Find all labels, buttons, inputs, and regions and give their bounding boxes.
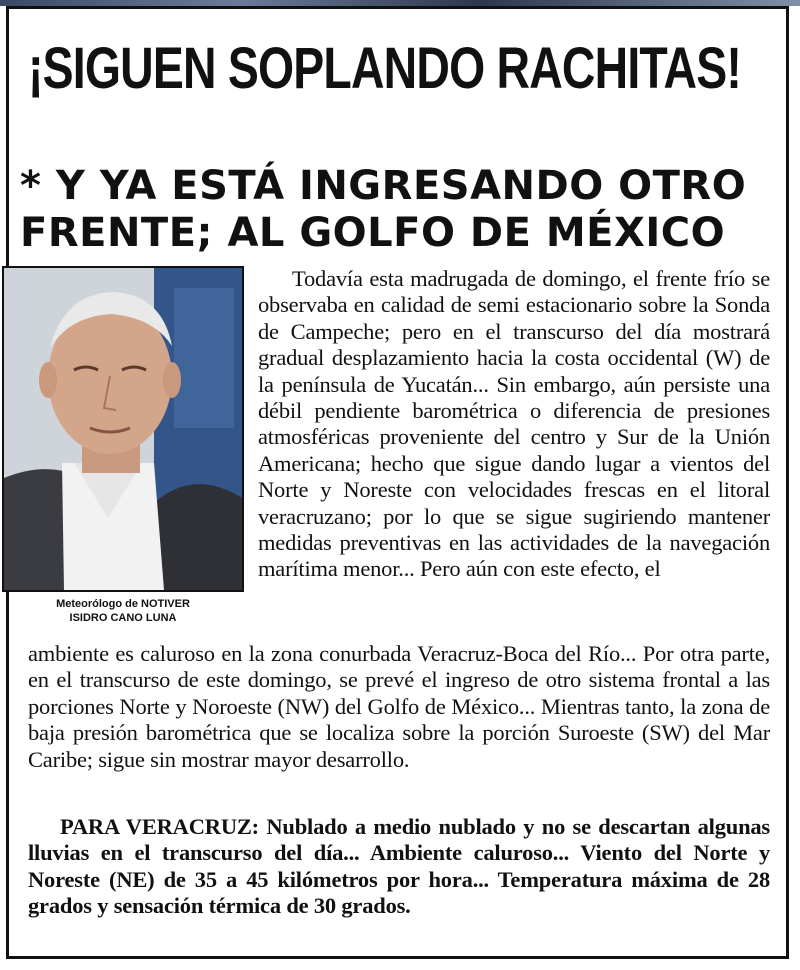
author-photo: [2, 266, 244, 592]
body-column-text: Todavía esta madrugada de domingo, el frente frío se observaba en calidad de semi estacionario sobre la Sonda de Campeche; pero en el transcurso del día mostrará gradual desplazamiento hacia la costa occidental (W) de la península de Yucatán... Sin embargo, aún persiste una débil pendiente barométrica o diferencia de presiones atmosféricas proveniente del centro y Sur de la Unión Americana; hecho que sigue dando lugar a vientos del Norte y Noreste con velocidades frescas en el litoral veracruzano; por lo que se sigue sugiriendo mantener medidas preventivas en las actividades de la navegación marítima menor... Pero aún con este efecto, el: [258, 266, 770, 582]
forecast-text: PARA VERACRUZ: Nublado a medio nublado y no se descartan algunas lluvias en el transcurso del día... Ambiente caluroso... Viento del Norte y Noreste (NE) de 35 a 45 kilómetros por hora... Temperatura máxima de 28 grados y sensación térmica de 30 grados.: [28, 814, 770, 919]
caption-line1: Meteorólogo de NOTIVER: [56, 598, 190, 610]
forecast-paragraph: [28, 814, 770, 920]
caption-line2: ISIDRO CANO LUNA: [69, 612, 177, 624]
body-wide-text: ambiente es caluroso en la zona conurbada Veracruz-Boca del Río... Por otra parte, en el transcurso de este domingo, se prevé el ingreso de otro sistema frontal a las porciones Norte y Noroeste (NW) del Golfo de México... Mientras tanto, la zona de baja presión barométrica que se localiza sobre la porción Suroeste (SW) del Mar Caribe; sigue sin mostrar mayor desarrollo.: [28, 641, 770, 772]
headline: ¡SIGUEN SOPLANDO RACHITAS!: [28, 36, 742, 101]
photo-caption: [4, 597, 242, 625]
portrait-illustration: [4, 268, 242, 590]
subheadline: * Y YA ESTÁ INGRESANDO OTRO FRENTE; AL GOLFO DE MÉXICO: [20, 163, 747, 256]
